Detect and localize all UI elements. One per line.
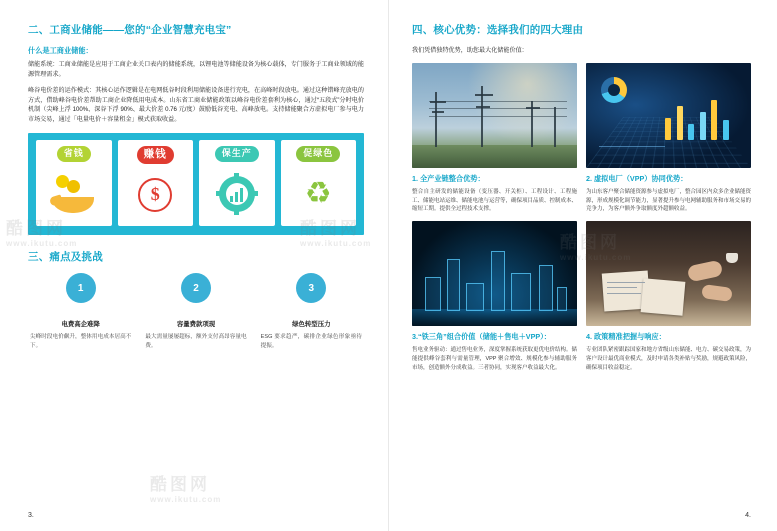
step-badge: 3 bbox=[296, 273, 326, 303]
pain-points-title: 三、痛点及挑战 bbox=[28, 251, 103, 264]
pain-point-name: 绿色转型压力 bbox=[292, 321, 331, 329]
page-title-left: 二、工商业储能——您的“企业智慧充电宝” bbox=[28, 24, 232, 36]
watermark-url: www.ikutu.com bbox=[150, 495, 222, 504]
list-item bbox=[259, 273, 364, 350]
subsection-what-is-storage-title: 什么是工商业储能： bbox=[28, 46, 93, 55]
meeting-table-photo bbox=[586, 221, 751, 326]
watermark-url: www.ikutu.com bbox=[6, 239, 78, 248]
dollar-coin-icon: $ bbox=[138, 178, 172, 212]
data-dashboard-photo bbox=[586, 63, 751, 168]
advantages-grid bbox=[412, 63, 751, 373]
advantage-title: 3.“铁三角”组合价值（储能＋售电＋VPP）： bbox=[412, 332, 551, 342]
advantage-title: 2. 虚拟电厂（VPP）协同优势： bbox=[586, 173, 688, 183]
value-card-label: 保生产 bbox=[215, 146, 259, 162]
list-item bbox=[28, 273, 133, 350]
pain-point-list bbox=[28, 273, 364, 350]
value-card-art bbox=[50, 162, 98, 226]
advantage-title: 4. 政策精准把握与响应： bbox=[586, 332, 666, 342]
wireframe-city-photo bbox=[412, 221, 577, 326]
substation-photo bbox=[412, 63, 577, 168]
value-card-promote-green bbox=[281, 140, 357, 226]
pain-point-name: 容量费款项现 bbox=[176, 321, 216, 329]
step-badge: 1 bbox=[66, 273, 96, 303]
pain-point-desc: 尖峰时段电价飙升，整体用电成本居高不下。 bbox=[30, 334, 132, 349]
advantage-text: 售电业务驱动：通过售电业务，深度掌握系统获取更优电价结构。储能提供峰谷套利与需量管理，VPP 聚合增效、规模化参与辅助服务市场，创造额外分成收益。三者协同，实现客户收益最大化。 bbox=[412, 347, 578, 371]
gear-chart-icon bbox=[219, 176, 255, 212]
advantage-text: 专业团队紧密跟踪国家和地方省级山东储能、电力、碳交易政策，为客户设计最优商业模式，及时申请各类补贴与奖励，规避政策风险，确保项目收益稳定。 bbox=[586, 347, 752, 371]
step-badge: 2 bbox=[181, 273, 211, 303]
advantage-text: 为山东客户聚合储能资源参与虚拟电厂，整合园区内众多企业储能资源，形成规模化调节能力，显著提升参与电网辅助服务和市场交易的竞争力，为客户额外争取额度外超额收益。 bbox=[586, 188, 752, 213]
value-card-save-money bbox=[36, 140, 112, 226]
page-number-left: 3. bbox=[28, 512, 34, 519]
pain-point-name: 电费高企难降 bbox=[61, 321, 100, 329]
page-title-right: 四、核心优势：选择我们的四大理由 bbox=[412, 24, 584, 36]
watermark-text: 酷图网 bbox=[150, 475, 210, 494]
value-card-earn-money bbox=[118, 140, 194, 226]
value-card-art bbox=[138, 164, 172, 226]
value-card-art bbox=[300, 162, 336, 226]
value-card-label: 省钱 bbox=[57, 146, 91, 162]
value-card-label: 赚钱 bbox=[137, 146, 174, 164]
paragraph-peak-valley: 峰谷电价差的运作模式：其核心运作逻辑是在电网低谷时段利用储能设备进行充电，在高峰时段放电。通过这种错峰充放电的方式，借助峰谷电价差帮助工商企业降低用电成本。山东省工商业储能政策以峰谷电价差套利为核心，通过“五段式”分时电价机制（尖峰上浮 100%、深谷下浮 90%、最大价差 0.76 元/度）鼓励低谷充电、高峰放电。支持储能聚合方虚拟电厂参与电力市场交易，通过「电量电价＋容量租金」模式获取收益。 bbox=[28, 86, 364, 124]
pain-point-desc: 最大需量屡屡超标，额外支付高昂容量电费。 bbox=[145, 334, 247, 349]
value-card-art bbox=[219, 162, 255, 226]
right-page bbox=[388, 0, 777, 531]
advantage-card-vpp bbox=[586, 63, 751, 214]
pain-point-desc: ESG 要求趋严，碳排企业绿色形象亟待提振。 bbox=[260, 334, 362, 349]
hand-with-coins-icon bbox=[50, 173, 98, 215]
value-banner bbox=[28, 133, 364, 235]
advantages-lead-text: 我们凭借独特优势，助您最大化储能价值： bbox=[412, 47, 528, 54]
page-number-right: 4. bbox=[745, 512, 751, 519]
list-item bbox=[143, 273, 248, 350]
watermark-url: www.ikutu.com bbox=[300, 239, 372, 248]
advantage-card-supply-chain bbox=[412, 63, 577, 214]
left-page bbox=[0, 0, 388, 531]
value-card-label: 促绿色 bbox=[296, 146, 340, 162]
value-card-protect-production bbox=[199, 140, 275, 226]
subsection-pain-points bbox=[28, 249, 364, 350]
advantage-title: 1. 全产业链整合优势： bbox=[412, 173, 485, 183]
recycle-icon: ♻ bbox=[304, 177, 332, 210]
advantage-card-policy bbox=[586, 221, 751, 372]
paragraph-definition: 储能系统：工商业储能是应用于工商企业关口表内的储能系统，以锂电池等储能设备为核心载体，专门服务于工商业领域的能源管理需求。 bbox=[28, 61, 364, 78]
advantage-card-iron-triangle bbox=[412, 221, 577, 372]
advantage-text: 整合自主研发的储能设备（变压器、开关柜）、工程设计、工程施工、储能电站运维、储能电池与运营等，确保项目品质、控制成本、缩短工期。提供全过程技术支撑。 bbox=[412, 188, 578, 213]
